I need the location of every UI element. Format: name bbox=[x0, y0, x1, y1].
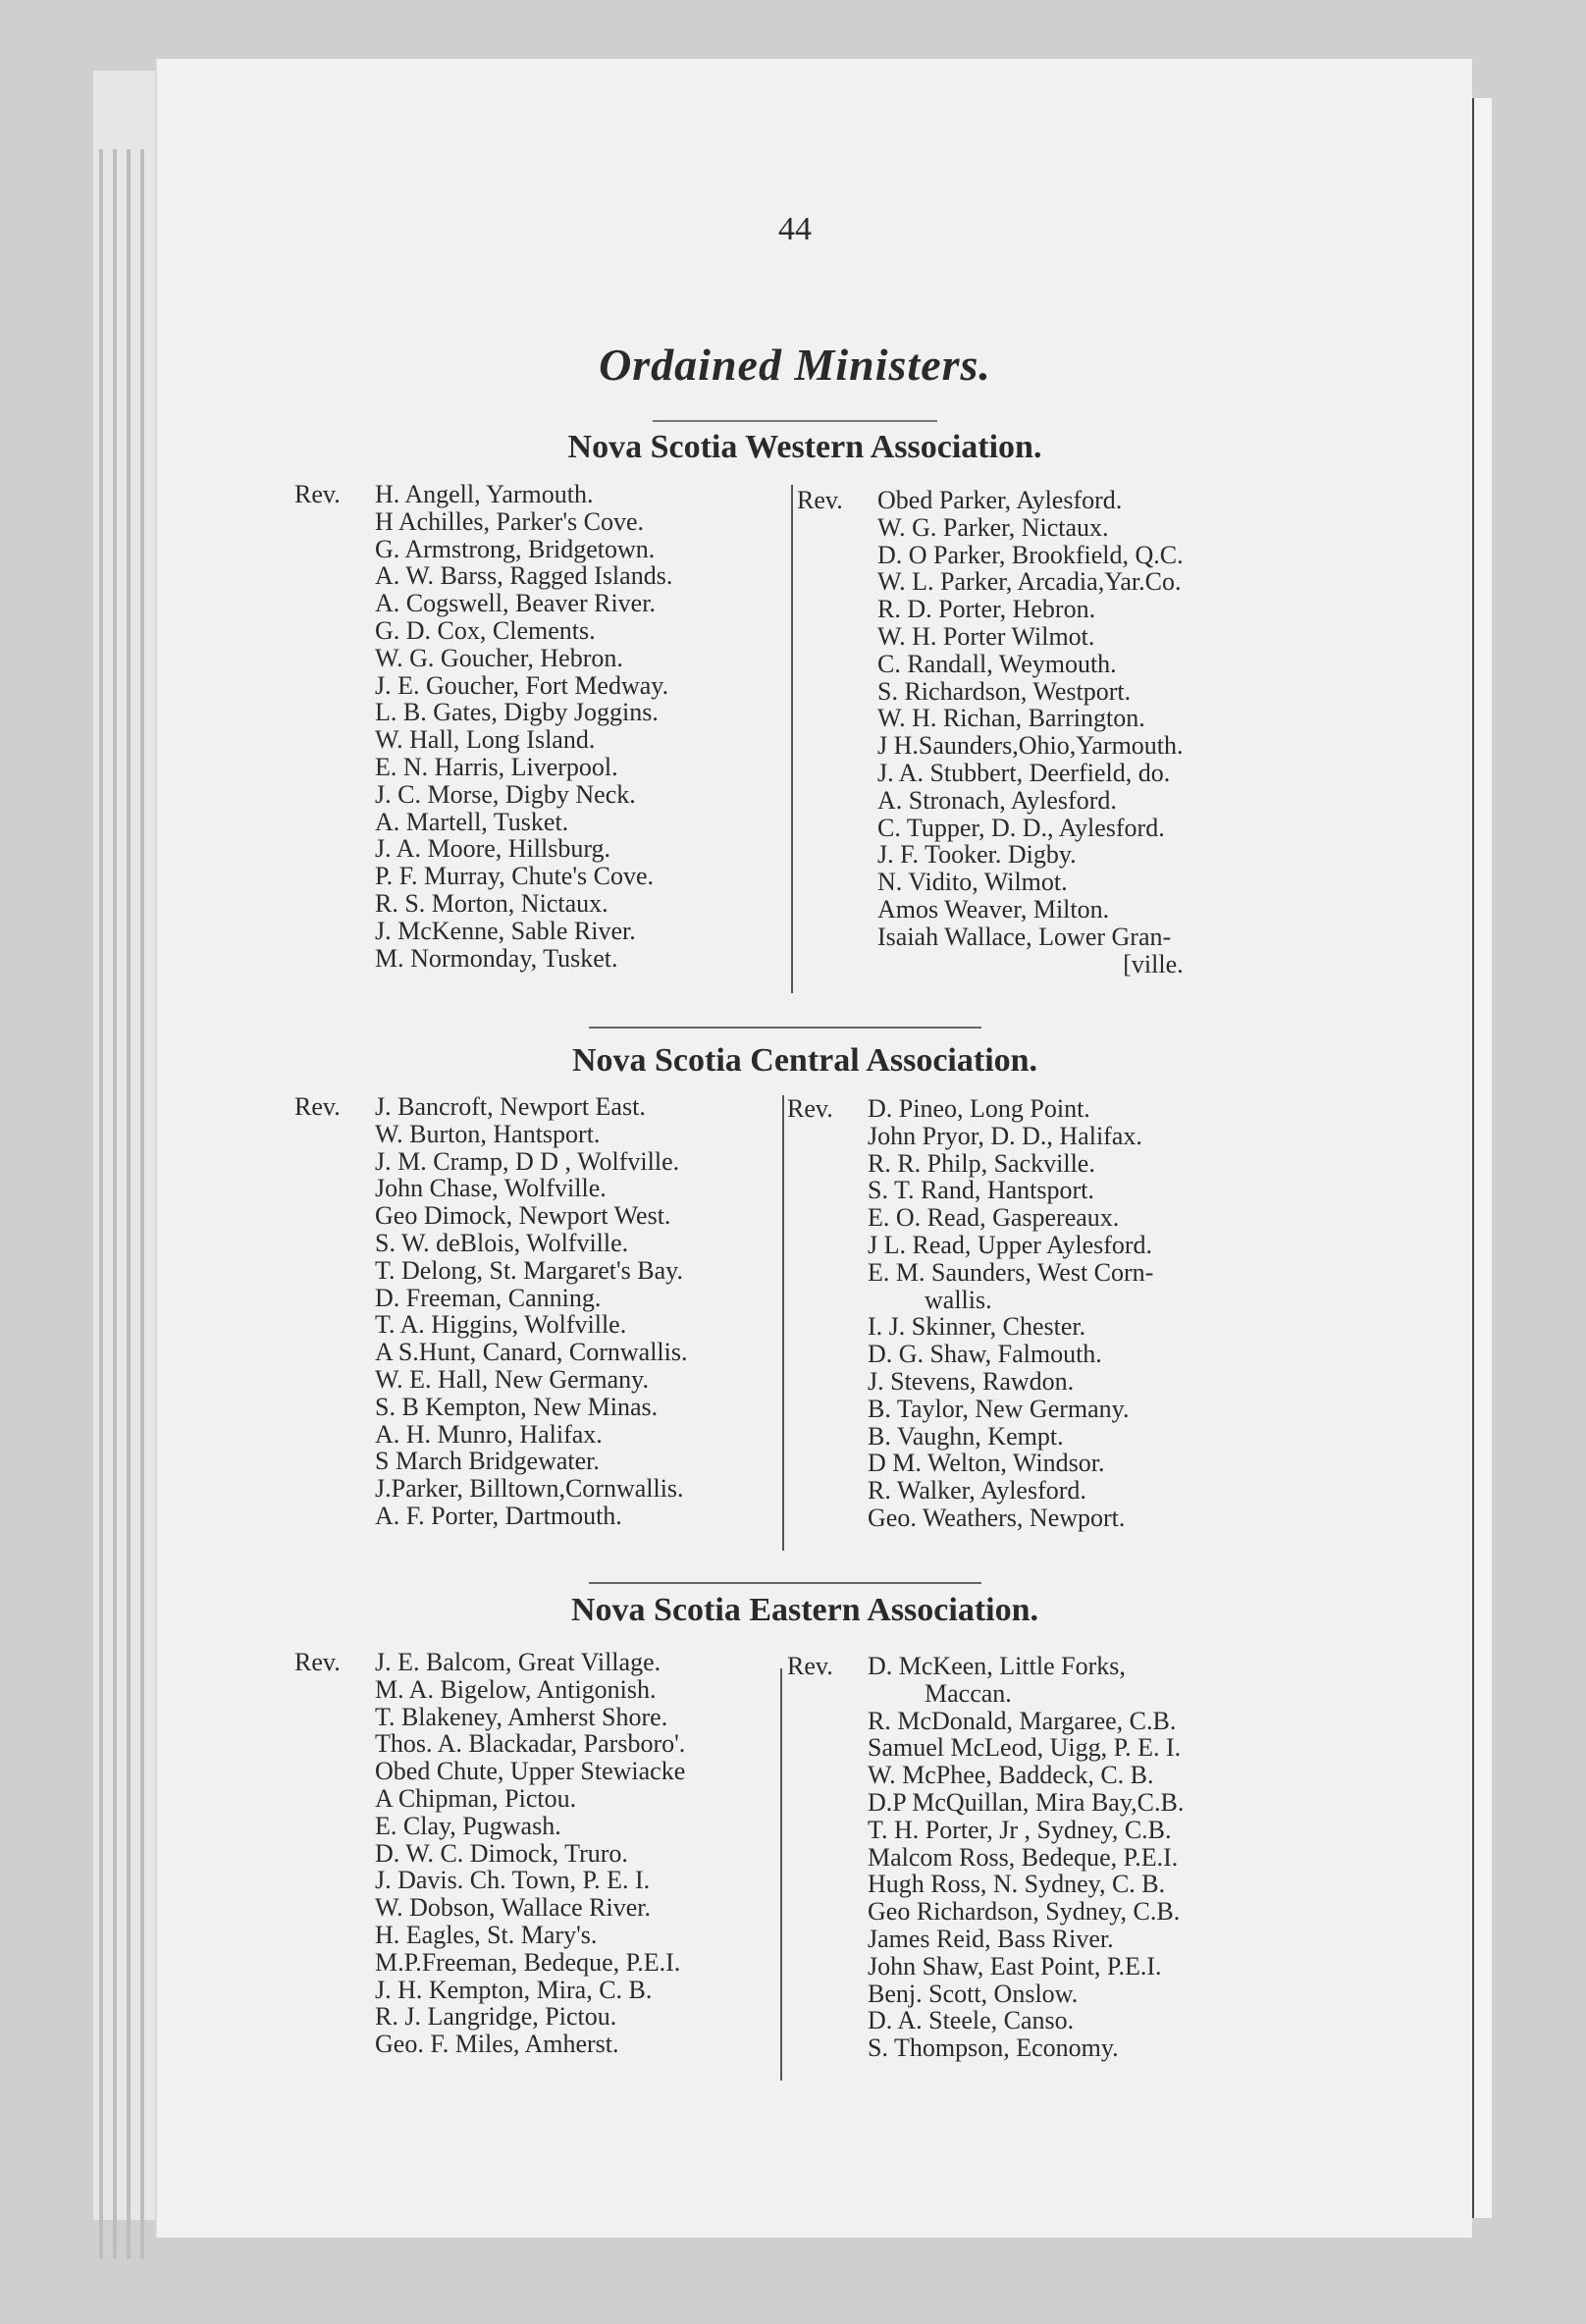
minister-entry bbox=[797, 924, 1184, 951]
minister-name-place: D.P McQuillan, Mira Bay,C.B. bbox=[868, 1787, 1185, 1817]
minister-entry bbox=[787, 1095, 1153, 1123]
minister-entry bbox=[787, 1204, 1153, 1232]
minister-entry bbox=[797, 542, 1184, 569]
rev-prefix: Rev. bbox=[294, 480, 341, 508]
rev-prefix: Rev. bbox=[294, 1092, 341, 1121]
minister-entry bbox=[797, 951, 1184, 978]
minister-name-place: W. H. Richan, Barrington. bbox=[877, 704, 1145, 733]
minister-name-place: Geo. Weathers, Newport. bbox=[868, 1503, 1126, 1532]
minister-name-place: J. Stevens, Rawdon. bbox=[868, 1366, 1075, 1396]
minister-name-place: John Shaw, East Point, P.E.I. bbox=[868, 1951, 1162, 1981]
minister-entry bbox=[797, 678, 1184, 706]
minister-name-place: Thos. A. Blackadar, Parsboro'. bbox=[375, 1729, 686, 1759]
minister-name-place: A. Martell, Tusket. bbox=[375, 807, 569, 836]
section-heading-eastern: Nova Scotia Eastern Association. bbox=[571, 1592, 1038, 1628]
minister-entry bbox=[787, 1177, 1153, 1204]
minister-name-place: R. D. Porter, Hebron. bbox=[877, 595, 1096, 624]
minister-name-place: W. Dobson, Wallace River. bbox=[375, 1893, 651, 1923]
minister-entry bbox=[797, 568, 1184, 596]
minister-name-place: T. Delong, St. Margaret's Bay. bbox=[375, 1255, 683, 1285]
minister-entry bbox=[787, 1898, 1184, 1926]
minister-entry bbox=[294, 1421, 688, 1449]
minister-name-place: J. E. Balcom, Great Village. bbox=[375, 1648, 661, 1676]
minister-name-place: J. A. Stubbert, Deerfield, do. bbox=[877, 758, 1171, 787]
minister-entry bbox=[294, 2031, 685, 2058]
minister-name-place: P. F. Murray, Chute's Cove. bbox=[375, 862, 655, 891]
minister-entry bbox=[787, 1653, 1184, 1680]
minister-name-place: A. Cogswell, Beaver River. bbox=[375, 589, 656, 618]
minister-entry bbox=[294, 809, 672, 836]
minister-entry bbox=[294, 1339, 688, 1366]
minister-entry bbox=[787, 1477, 1153, 1505]
minister-name-place: T. Blakeney, Amherst Shore. bbox=[375, 1702, 668, 1731]
eastern-left-column bbox=[294, 1649, 685, 2058]
minister-name-place: H. Angell, Yarmouth. bbox=[375, 480, 594, 508]
minister-name-place: A S.Hunt, Canard, Cornwallis. bbox=[375, 1338, 688, 1367]
minister-entry bbox=[797, 651, 1184, 678]
minister-name-place: A Chipman, Pictou. bbox=[375, 1783, 577, 1813]
minister-entry bbox=[787, 1313, 1153, 1341]
minister-name-place: J. Bancroft, Newport East. bbox=[375, 1092, 646, 1121]
minister-entry bbox=[787, 2007, 1184, 2034]
minister-entry bbox=[787, 1150, 1153, 1178]
column-divider bbox=[780, 1668, 782, 2081]
minister-entry bbox=[787, 1423, 1153, 1451]
minister-entry bbox=[787, 1368, 1153, 1396]
minister-name-place: Maccan. bbox=[925, 1678, 1012, 1708]
minister-name-place: C. Randall, Weymouth. bbox=[877, 649, 1117, 678]
minister-entry bbox=[797, 815, 1184, 842]
minister-entry bbox=[294, 617, 672, 645]
minister-name-place: J. H. Kempton, Mira, C. B. bbox=[375, 1975, 653, 2004]
minister-name-place: D. Pineo, Long Point. bbox=[868, 1094, 1090, 1123]
minister-entry bbox=[797, 705, 1184, 732]
minister-name-place: M. Normonday, Tusket. bbox=[375, 943, 618, 973]
minister-name-place: R. S. Morton, Nictaux. bbox=[375, 888, 608, 918]
minister-entry bbox=[294, 1922, 685, 1949]
minister-name-place: Geo Dimock, Newport West. bbox=[375, 1201, 671, 1231]
minister-entry bbox=[294, 1230, 688, 1257]
minister-name-place: A. H. Munro, Halifax. bbox=[375, 1419, 603, 1449]
minister-name-place: S. Thompson, Economy. bbox=[868, 2034, 1119, 2063]
minister-entry bbox=[797, 514, 1184, 542]
central-left-column bbox=[294, 1093, 688, 1530]
central-right-column bbox=[787, 1095, 1153, 1532]
minister-entry bbox=[294, 1676, 685, 1704]
minister-entry bbox=[797, 787, 1184, 815]
minister-entry bbox=[294, 562, 672, 590]
minister-name-place: D. W. C. Dimock, Truro. bbox=[375, 1838, 628, 1868]
minister-name-place: E. M. Saunders, West Corn- bbox=[868, 1257, 1154, 1287]
minister-entry bbox=[294, 1311, 688, 1339]
minister-name-place: J. M. Cramp, D D , Wolfville. bbox=[375, 1146, 680, 1176]
minister-name-place: M. A. Bigelow, Antigonish. bbox=[375, 1674, 657, 1704]
minister-entry bbox=[294, 1785, 685, 1813]
minister-name-place: Benj. Scott, Onslow. bbox=[868, 1979, 1079, 2008]
minister-name-place: W. G. Parker, Nictaux. bbox=[877, 512, 1109, 542]
minister-name-place: R. J. Langridge, Pictou. bbox=[375, 2002, 617, 2032]
minister-name-place: T. H. Porter, Jr , Sydney, C.B. bbox=[868, 1815, 1172, 1844]
page-number: 44 bbox=[778, 211, 812, 247]
minister-name-place: J H.Saunders,Ohio,Yarmouth. bbox=[877, 731, 1184, 761]
minister-name-place: C. Tupper, D. D., Aylesford. bbox=[877, 813, 1165, 842]
minister-name-place: D. O Parker, Brookfield, Q.C. bbox=[877, 540, 1184, 569]
rev-prefix: Rev. bbox=[797, 486, 843, 514]
minister-entry bbox=[294, 1202, 688, 1230]
minister-entry bbox=[294, 1448, 688, 1475]
minister-entry bbox=[797, 760, 1184, 787]
minister-name-place: J.Parker, Billtown,Cornwallis. bbox=[375, 1474, 684, 1504]
minister-name-place: W. H. Porter Wilmot. bbox=[877, 621, 1095, 651]
minister-entry bbox=[787, 2034, 1184, 2062]
western-left-column bbox=[294, 481, 672, 972]
minister-name-place: E. O. Read, Gaspereaux. bbox=[868, 1203, 1120, 1233]
minister-name-place: W. E. Hall, New Germany. bbox=[375, 1364, 649, 1394]
minister-entry bbox=[294, 835, 672, 863]
minister-name-place: Amos Weaver, Milton. bbox=[877, 894, 1110, 924]
minister-entry bbox=[294, 1475, 688, 1503]
minister-name-place: John Pryor, D. D., Halifax. bbox=[868, 1121, 1142, 1150]
minister-name-place: S. B Kempton, New Minas. bbox=[375, 1392, 659, 1421]
title-rule bbox=[653, 420, 937, 422]
minister-name-place: wallis. bbox=[925, 1285, 992, 1314]
minister-name-place: J L. Read, Upper Aylesford. bbox=[868, 1230, 1153, 1259]
minister-entry bbox=[294, 1148, 688, 1176]
minister-name-place: E. Clay, Pugwash. bbox=[375, 1811, 561, 1840]
minister-name-place: Hugh Ross, N. Sydney, C. B. bbox=[868, 1870, 1166, 1899]
minister-entry bbox=[294, 508, 672, 536]
minister-entry bbox=[294, 726, 672, 754]
minister-name-place: J. E. Goucher, Fort Medway. bbox=[375, 670, 669, 700]
minister-entry bbox=[294, 1175, 688, 1202]
minister-name-place: S March Bridgewater. bbox=[375, 1447, 600, 1476]
minister-entry bbox=[787, 1123, 1153, 1150]
rev-prefix: Rev. bbox=[787, 1094, 833, 1123]
minister-entry bbox=[294, 645, 672, 672]
minister-entry bbox=[294, 536, 672, 563]
minister-name-place: J. Davis. Ch. Town, P. E. I. bbox=[375, 1866, 651, 1895]
minister-entry bbox=[797, 732, 1184, 760]
minister-name-place: W. L. Parker, Arcadia,Yar.Co. bbox=[877, 567, 1182, 597]
minister-name-place: J. A. Moore, Hillsburg. bbox=[375, 834, 611, 864]
minister-name-place: G. Armstrong, Bridgetown. bbox=[375, 534, 656, 563]
minister-entry bbox=[294, 1366, 688, 1394]
minister-name-place: A. W. Barss, Ragged Islands. bbox=[375, 561, 673, 591]
western-right-column bbox=[797, 487, 1184, 977]
minister-name-place: H. Eagles, St. Mary's. bbox=[375, 1920, 598, 1949]
minister-entry bbox=[294, 1257, 688, 1285]
minister-name-place: B. Taylor, New Germany. bbox=[868, 1394, 1130, 1423]
minister-name-place: J. C. Morse, Digby Neck. bbox=[375, 779, 636, 809]
minister-name-place: A. F. Porter, Dartmouth. bbox=[375, 1501, 622, 1530]
minister-entry bbox=[787, 1680, 1184, 1708]
minister-name-place: B. Vaughn, Kempt. bbox=[868, 1421, 1064, 1451]
rev-prefix: Rev. bbox=[294, 1648, 341, 1676]
minister-entry bbox=[294, 890, 672, 918]
minister-entry bbox=[294, 1649, 685, 1676]
minister-name-place: N. Vidito, Wilmot. bbox=[877, 868, 1068, 897]
minister-entry bbox=[787, 1708, 1184, 1735]
minister-name-place: M.P.Freeman, Bedeque, P.E.I. bbox=[375, 1947, 681, 1977]
minister-entry bbox=[787, 1871, 1184, 1898]
minister-name-place: D. McKeen, Little Forks, bbox=[868, 1652, 1126, 1680]
page-edge bbox=[140, 149, 144, 2259]
minister-name-place: Samuel McLeod, Uigg, P. E. I. bbox=[868, 1733, 1182, 1763]
minister-name-place: E. N. Harris, Liverpool. bbox=[375, 752, 618, 781]
minister-entry bbox=[294, 1949, 685, 1977]
minister-entry bbox=[294, 1894, 685, 1922]
minister-entry bbox=[787, 1396, 1153, 1423]
minister-entry bbox=[787, 1981, 1184, 2008]
minister-entry bbox=[787, 1341, 1153, 1368]
minister-name-place: A. Stronach, Aylesford. bbox=[877, 785, 1117, 815]
facing-page-edge bbox=[1472, 98, 1492, 2218]
minister-name-place: D M. Welton, Windsor. bbox=[868, 1449, 1105, 1478]
minister-entry bbox=[797, 896, 1184, 924]
minister-entry bbox=[787, 1844, 1184, 1872]
page-edge bbox=[99, 149, 103, 2259]
minister-name-place: R. McDonald, Margaree, C.B. bbox=[868, 1706, 1177, 1735]
minister-name-place: D. G. Shaw, Falmouth. bbox=[868, 1340, 1102, 1369]
minister-entry bbox=[797, 841, 1184, 869]
minister-name-place: S. T. Rand, Hantsport. bbox=[868, 1176, 1094, 1205]
eastern-right-column bbox=[787, 1653, 1184, 2062]
minister-name-place: Geo. F. Miles, Amherst. bbox=[375, 2030, 619, 2059]
minister-entry bbox=[787, 1232, 1153, 1259]
minister-entry bbox=[294, 918, 672, 945]
minister-entry bbox=[787, 1450, 1153, 1477]
minister-entry bbox=[294, 699, 672, 726]
minister-entry bbox=[294, 1840, 685, 1868]
minister-name-place: Obed Parker, Aylesford. bbox=[877, 486, 1123, 514]
minister-name-place: L. B. Gates, Digby Joggins. bbox=[375, 698, 659, 727]
minister-entry bbox=[797, 869, 1184, 896]
minister-name-place: Isaiah Wallace, Lower Gran- bbox=[877, 922, 1172, 951]
minister-name-place: [ville. bbox=[1123, 949, 1184, 978]
minister-entry bbox=[294, 672, 672, 700]
minister-entry bbox=[294, 754, 672, 781]
minister-name-place: H Achilles, Parker's Cove. bbox=[375, 506, 645, 536]
minister-entry bbox=[797, 623, 1184, 651]
minister-name-place: G. D. Cox, Clements. bbox=[375, 615, 596, 645]
minister-entry bbox=[294, 1813, 685, 1840]
minister-entry bbox=[294, 1977, 685, 2004]
minister-entry bbox=[294, 863, 672, 890]
minister-name-place: R. Walker, Aylesford. bbox=[868, 1476, 1086, 1505]
minister-name-place: W. G. Goucher, Hebron. bbox=[375, 643, 623, 672]
minister-name-place: D. Freeman, Canning. bbox=[375, 1283, 602, 1312]
minister-entry bbox=[787, 1259, 1153, 1287]
page-edge bbox=[127, 149, 131, 2259]
minister-entry bbox=[294, 1730, 685, 1758]
minister-entry bbox=[787, 1762, 1184, 1789]
minister-entry bbox=[797, 487, 1184, 514]
minister-entry bbox=[787, 1953, 1184, 1981]
minister-entry bbox=[294, 2003, 685, 2031]
section-heading-western: Nova Scotia Western Association. bbox=[567, 429, 1042, 465]
minister-entry bbox=[294, 1285, 688, 1312]
minister-name-place: J. McKenne, Sable River. bbox=[375, 916, 636, 945]
minister-entry bbox=[787, 1505, 1153, 1532]
page-title: Ordained Ministers. bbox=[599, 340, 991, 390]
minister-entry bbox=[294, 945, 672, 973]
minister-entry bbox=[294, 1867, 685, 1894]
minister-name-place: Obed Chute, Upper Stewiacke bbox=[375, 1757, 686, 1786]
page-edge bbox=[113, 149, 117, 2259]
minister-name-place: W. Hall, Long Island. bbox=[375, 725, 596, 755]
minister-name-place: J. F. Tooker. Digby. bbox=[877, 840, 1077, 870]
minister-name-place: W. Burton, Hantsport. bbox=[375, 1119, 601, 1148]
minister-entry bbox=[294, 1704, 685, 1731]
minister-name-place: Malcom Ross, Bedeque, P.E.I. bbox=[868, 1842, 1179, 1872]
column-divider bbox=[791, 485, 793, 993]
minister-name-place: T. A. Higgins, Wolfville. bbox=[375, 1310, 627, 1340]
minister-name-place: S. Richardson, Westport. bbox=[877, 676, 1132, 706]
minister-entry bbox=[294, 1758, 685, 1785]
minister-name-place: S. W. deBlois, Wolfville. bbox=[375, 1228, 629, 1257]
minister-entry bbox=[294, 590, 672, 617]
minister-name-place: R. R. Philp, Sackville. bbox=[868, 1148, 1095, 1178]
minister-entry bbox=[294, 1121, 688, 1148]
minister-entry bbox=[787, 1926, 1184, 1953]
minister-entry bbox=[294, 781, 672, 809]
rev-prefix: Rev. bbox=[787, 1652, 833, 1680]
minister-entry bbox=[787, 1734, 1184, 1762]
minister-entry bbox=[294, 1394, 688, 1421]
minister-name-place: John Chase, Wolfville. bbox=[375, 1174, 607, 1203]
minister-name-place: James Reid, Bass River. bbox=[868, 1924, 1114, 1953]
minister-name-place: I. J. Skinner, Chester. bbox=[868, 1312, 1086, 1342]
minister-entry bbox=[797, 596, 1184, 623]
minister-entry bbox=[787, 1789, 1184, 1817]
minister-name-place: D. A. Steele, Canso. bbox=[868, 2006, 1075, 2035]
minister-entry bbox=[787, 1817, 1184, 1844]
minister-entry bbox=[294, 481, 672, 508]
minister-entry bbox=[787, 1287, 1153, 1314]
section-separator bbox=[589, 1582, 981, 1584]
minister-entry bbox=[294, 1503, 688, 1530]
section-heading-central: Nova Scotia Central Association. bbox=[571, 1042, 1038, 1079]
minister-entry bbox=[294, 1093, 688, 1121]
section-separator bbox=[589, 1027, 981, 1029]
minister-name-place: W. McPhee, Baddeck, C. B. bbox=[868, 1761, 1154, 1790]
minister-name-place: Geo Richardson, Sydney, C.B. bbox=[868, 1897, 1181, 1927]
column-divider bbox=[782, 1095, 784, 1551]
